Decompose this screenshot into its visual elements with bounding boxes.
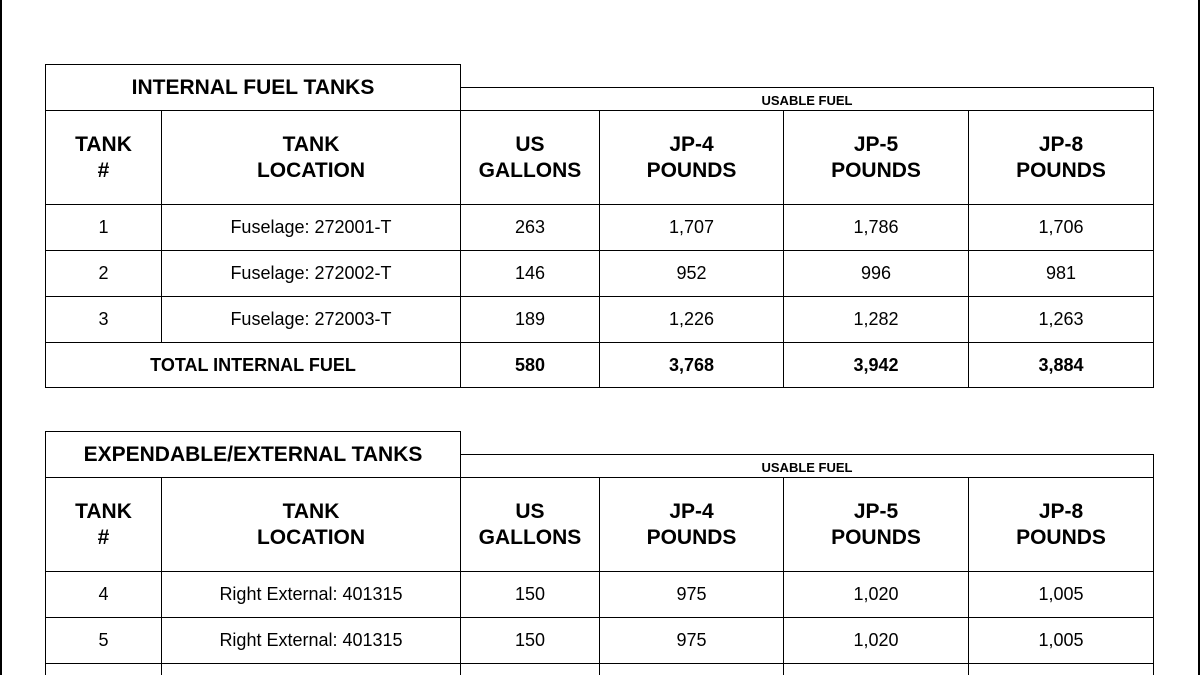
table-cell-location: Right External: 401315 <box>161 571 461 618</box>
table-cell-jp4: 975 <box>599 571 784 618</box>
table-row-partial-cell <box>599 663 784 675</box>
table-cell-jp8: 981 <box>968 250 1154 297</box>
table-cell-tank: 4 <box>45 571 162 618</box>
header-tank-location: TANK LOCATION <box>161 110 461 205</box>
table-row-partial-cell <box>460 663 600 675</box>
header-jp4-pounds: JP-4 POUNDS <box>599 110 784 205</box>
table-cell-gallons: 146 <box>460 250 600 297</box>
table-cell-jp4: 975 <box>599 617 784 664</box>
table-cell-tank: 2 <box>45 250 162 297</box>
table-cell-jp4: 1,707 <box>599 204 784 251</box>
table-cell-location: Fuselage: 272002-T <box>161 250 461 297</box>
table-cell-jp8: 1,005 <box>968 571 1154 618</box>
total-jp4: 3,768 <box>599 342 784 388</box>
table-cell-gallons: 150 <box>460 571 600 618</box>
table-row-partial-cell <box>968 663 1154 675</box>
table-cell-jp5: 1,282 <box>783 296 969 343</box>
table-cell-location: Fuselage: 272003-T <box>161 296 461 343</box>
table-row-partial-cell <box>783 663 969 675</box>
header-us-gallons: US GALLONS <box>460 110 600 205</box>
table-cell-jp5: 1,020 <box>783 571 969 618</box>
table-cell-tank: 5 <box>45 617 162 664</box>
table-cell-jp5: 996 <box>783 250 969 297</box>
table-cell-jp8: 1,706 <box>968 204 1154 251</box>
table-cell-gallons: 150 <box>460 617 600 664</box>
header-jp8-pounds: JP-8 POUNDS <box>968 477 1154 572</box>
table-title: EXPENDABLE/EXTERNAL TANKS <box>45 431 461 478</box>
total-internal-fuel-label: TOTAL INTERNAL FUEL <box>45 342 461 388</box>
table-cell-jp4: 1,226 <box>599 296 784 343</box>
header-jp5-pounds: JP-5 POUNDS <box>783 110 969 205</box>
usable-fuel-header: USABLE FUEL <box>460 454 1154 478</box>
header-jp5-pounds: JP-5 POUNDS <box>783 477 969 572</box>
table-cell-jp5: 1,786 <box>783 204 969 251</box>
table-row-partial-cell <box>45 663 162 675</box>
header-tank-number: TANK # <box>45 477 162 572</box>
header-jp4-pounds: JP-4 POUNDS <box>599 477 784 572</box>
table-title: INTERNAL FUEL TANKS <box>45 64 461 111</box>
total-gallons: 580 <box>460 342 600 388</box>
table-cell-tank: 3 <box>45 296 162 343</box>
page-border-left <box>0 0 2 675</box>
table-cell-location: Right External: 401315 <box>161 617 461 664</box>
table-row-partial-cell <box>161 663 461 675</box>
total-jp5: 3,942 <box>783 342 969 388</box>
table-cell-jp8: 1,263 <box>968 296 1154 343</box>
table-cell-gallons: 263 <box>460 204 600 251</box>
header-us-gallons: US GALLONS <box>460 477 600 572</box>
usable-fuel-header: USABLE FUEL <box>460 87 1154 111</box>
table-cell-tank: 1 <box>45 204 162 251</box>
table-cell-gallons: 189 <box>460 296 600 343</box>
header-jp8-pounds: JP-8 POUNDS <box>968 110 1154 205</box>
header-tank-number: TANK # <box>45 110 162 205</box>
table-cell-jp8: 1,005 <box>968 617 1154 664</box>
header-tank-location: TANK LOCATION <box>161 477 461 572</box>
table-cell-location: Fuselage: 272001-T <box>161 204 461 251</box>
table-cell-jp4: 952 <box>599 250 784 297</box>
total-jp8: 3,884 <box>968 342 1154 388</box>
table-cell-jp5: 1,020 <box>783 617 969 664</box>
